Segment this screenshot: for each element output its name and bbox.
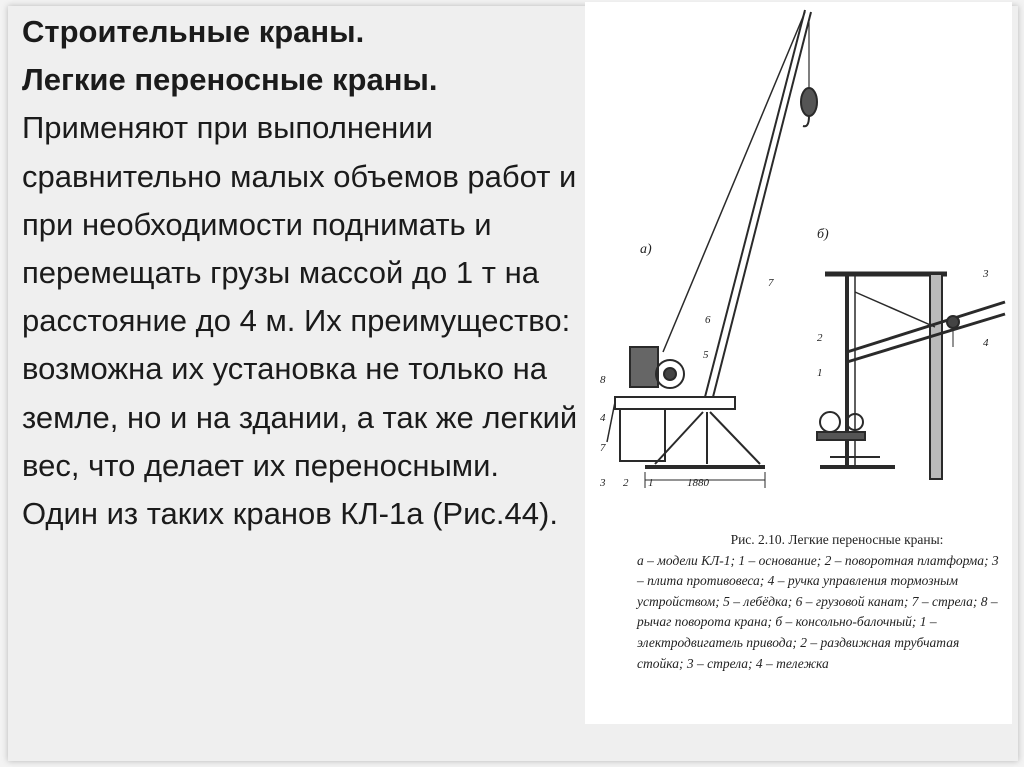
callout-a-7: 7 (768, 277, 774, 289)
callout-b-1: 1 (817, 367, 823, 379)
slide-text-block (22, 8, 582, 538)
callout-a-6: 6 (705, 314, 711, 326)
crane-a-drawing (607, 10, 817, 488)
crane-figure (585, 2, 1012, 724)
callout-a-1: 1 (648, 477, 654, 489)
heading-line-2: Легкие переносные краны. (22, 62, 438, 98)
callout-a-5: 5 (703, 349, 709, 361)
callout-a-8: 8 (600, 374, 606, 386)
callout-b-4: 4 (983, 337, 989, 349)
callout-a-4: 4 (600, 412, 606, 424)
crane-b-drawing (817, 274, 1005, 479)
caption-title: Рис. 2.10. Легкие переносные краны: (730, 532, 944, 547)
callout-a-2: 2 (623, 477, 629, 489)
figure-label-a: а) (640, 242, 652, 257)
callout-a-7b: 7 (600, 442, 606, 454)
callout-a-3: 3 (600, 477, 606, 489)
callout-b-3: 3 (983, 268, 989, 280)
caption-body: а – модели КЛ-1; 1 – основание; 2 – поворотная платформа; 3 – плита противовеса; 4 – ручка управления тормозным устройством; 5 – лебёдка; 6 – грузовой канат; 7 – стрела; 8 – рычаг поворота крана; б – консольно-балочный; 1 – электродвигатель привода; 2 – раздвижная трубчатая стойка; 3 – стрела; 4 – тележка (637, 552, 999, 671)
dimension-label: 1880 (687, 477, 709, 489)
figure-caption (637, 530, 1007, 674)
callout-b-2: 2 (817, 332, 823, 344)
heading-line-1: Строительные краны. (22, 14, 365, 49)
body-paragraph: Применяют при выполнении сравнительно малых объемов работ и при необходимости поднимать и перемещать грузы массой до 1 т на расстояние до 4 м. Их преимущество: возможна их установка не только на земле, но и на здании, а так же легкий вес, что делает их переносными. Один из таких кранов КЛ-1а (Рис.44). (22, 110, 578, 532)
figure-label-b: б) (817, 227, 829, 242)
